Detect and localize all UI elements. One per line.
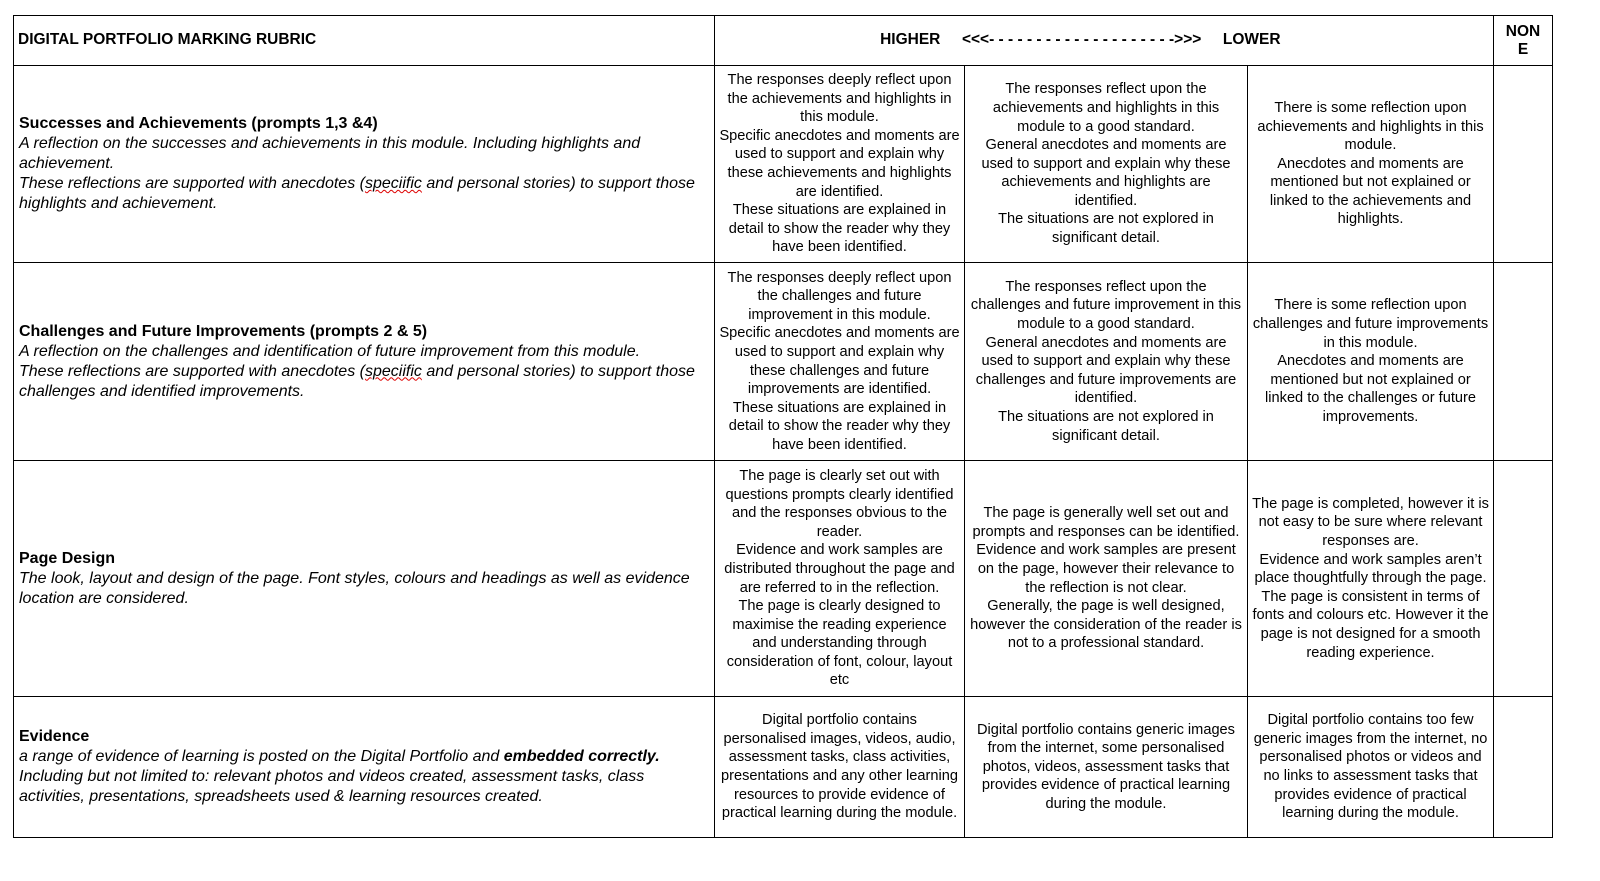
desc-paragraph: A reflection on the challenges and identification of future improvement from this module.: [19, 342, 641, 360]
none-cell: [1494, 461, 1553, 697]
middle-cell: [965, 263, 1248, 461]
descriptor-text: The responses reflect upon the challenges and future improvement in this module to a good standard.: [970, 278, 1242, 333]
desc-text: a range of evidence of learning is posted on the Digital Portfolio and: [19, 748, 504, 765]
none-cell: [1494, 66, 1553, 263]
desc-paragraph: The look, layout and design of the page. Font styles, colours and headings as well as evidence location are considered.: [19, 569, 690, 607]
header-row: [14, 16, 1553, 66]
descriptor-text: Anecdotes and moments are mentioned but not explained or linked to the challenges or future improvements.: [1265, 353, 1476, 425]
descriptor-text: Specific anecdotes and moments are used to support and explain why these achievements and highlights are identified.: [719, 127, 960, 200]
descriptor-text: There is some reflection upon challenges and future improvements in this module.: [1252, 297, 1489, 351]
lower-cell: [1248, 66, 1494, 263]
descriptor-text: The page is clearly set out with questions prompts clearly identified and the responses obvious to the reader.: [725, 467, 954, 540]
criterion-cell: [14, 66, 715, 263]
criterion-title: Page Design: [19, 549, 116, 567]
descriptor-text: The page is completed, however it is not easy to be sure where relevant responses are.: [1252, 495, 1489, 550]
higher-cell: [715, 461, 965, 697]
lower-cell: [1248, 697, 1494, 838]
middle-cell: [965, 66, 1248, 263]
middle-cell: [965, 697, 1248, 838]
descriptor-text: These situations are explained in detail to show the reader why they have been identified.: [728, 399, 951, 453]
none-label-1: NON: [1505, 22, 1541, 40]
rubric-row: [14, 461, 1553, 697]
desc-emphasis: embedded correctly.: [503, 748, 660, 765]
lower-cell: [1248, 263, 1494, 461]
criterion-cell: [14, 697, 715, 838]
higher-label: HIGHER: [880, 31, 941, 49]
none-header: [1494, 16, 1553, 66]
descriptor-text: General anecdotes and moments are used to support and explain why these achievements and highlights are identified.: [981, 137, 1231, 209]
desc-paragraph: These reflections are supported with anecdotes (speciific and personal stories) to support those challenges and identified improvements.: [19, 362, 695, 400]
descriptor-text: There is some reflection upon achievements and highlights in this module.: [1257, 99, 1484, 154]
descriptor-text: Generally, the page is well designed, however the consideration of the reader is not to a professional standard.: [970, 598, 1242, 652]
none-label-2: E: [1517, 40, 1529, 58]
descriptor-text: General anecdotes and moments are used to support and explain why these challenges and future improvements are identified.: [975, 334, 1237, 407]
desc-text: Including but not limited to: relevant photos and videos created, assessment tasks, class activities, presentations, spreadsheets used & learning resources created.: [19, 768, 645, 805]
criterion-desc: [19, 747, 710, 807]
none-cell: [1494, 263, 1553, 461]
descriptor-text: The situations are not explored in significant detail.: [998, 408, 1214, 444]
spelling-error[interactable]: speciific: [364, 362, 422, 380]
criterion-title: Successes and Achievements (prompts 1,3 &4): [19, 115, 378, 132]
criterion-title: Evidence: [19, 728, 90, 745]
descriptor-text: Digital portfolio contains too few generic images from the internet, no personalised photos or videos and no links to assessment tasks that provides evidence of practical learning during the module.: [1253, 712, 1488, 822]
descriptor-text: The responses reflect upon the achievements and highlights in this module to a good standard.: [992, 81, 1220, 135]
descriptor-text: The situations are not explored in significant detail.: [998, 211, 1214, 247]
lower-cell: [1248, 461, 1494, 697]
criterion-desc: [19, 342, 710, 402]
rubric-row: [14, 697, 1553, 838]
descriptor-text: Evidence and work samples are distributed throughout the page and are referred to in the reflection.: [724, 542, 955, 596]
descriptor-text: Anecdotes and moments are mentioned but not explained or linked to the achievements and highlights.: [1269, 155, 1472, 228]
descriptor-text: Digital portfolio contains personalised images, videos, audio, assessment tasks, class activities, presentations and any other learning resources to provide evidence of practical learning during the module.: [721, 712, 958, 822]
criterion-cell: [14, 263, 715, 461]
rubric-row: [14, 66, 1553, 263]
lower-label: LOWER: [1222, 31, 1281, 49]
descriptor-text: Specific anecdotes and moments are used to support and explain why these challenges and future improvements are identified.: [719, 325, 960, 398]
descriptor-text: The page is generally well set out and prompts and responses can be identified.: [972, 505, 1240, 540]
higher-cell: [715, 66, 965, 263]
descriptor-text: The responses deeply reflect upon the challenges and future improvement in this module.: [727, 269, 952, 323]
rubric-table: [13, 15, 1553, 838]
scale-arrow: <<<- - - - - - - - - - - - - - - - - - - ->>>: [961, 31, 1202, 49]
rubric-row: [14, 263, 1553, 461]
none-cell: [1494, 697, 1553, 838]
criterion-cell: [14, 461, 715, 697]
higher-cell: [715, 697, 965, 838]
criterion-title: Challenges and Future Improvements (prompts 2 & 5): [19, 322, 428, 340]
descriptor-text: Evidence and work samples are present on the page, however their relevance to the reflection is not clear.: [976, 542, 1236, 596]
criterion-desc: [19, 134, 710, 214]
descriptor-text: Evidence and work samples aren’t place thoughtfully through the page.: [1254, 551, 1487, 587]
criterion-desc: [19, 569, 710, 609]
desc-paragraph: A reflection on the successes and achievements in this module. Including highlights and achievement.: [19, 135, 641, 172]
descriptor-text: Digital portfolio contains generic images from the internet, some personalised photos, videos, assessment tasks that provides evidence of practical learning during the module.: [977, 721, 1235, 812]
desc-paragraph: These reflections are supported with anecdotes (speciific and personal stories) to support those highlights and achievement.: [19, 175, 695, 212]
descriptor-text: These situations are explained in detail to show the reader why they have been identified.: [728, 202, 951, 256]
scale-header: [715, 16, 1494, 66]
rubric-title: DIGITAL PORTFOLIO MARKING RUBRIC: [14, 16, 715, 66]
descriptor-text: The page is clearly designed to maximise the reading experience and understanding through consideration of font, colour, layout etc: [726, 598, 953, 689]
descriptor-text: The page is consistent in terms of fonts and colours etc. However it the page is not designed for a smooth reading experience.: [1252, 588, 1489, 661]
higher-cell: [715, 263, 965, 461]
spelling-error[interactable]: speciific: [364, 175, 422, 192]
middle-cell: [965, 461, 1248, 697]
descriptor-text: The responses deeply reflect upon the achievements and highlights in this module.: [727, 72, 952, 126]
